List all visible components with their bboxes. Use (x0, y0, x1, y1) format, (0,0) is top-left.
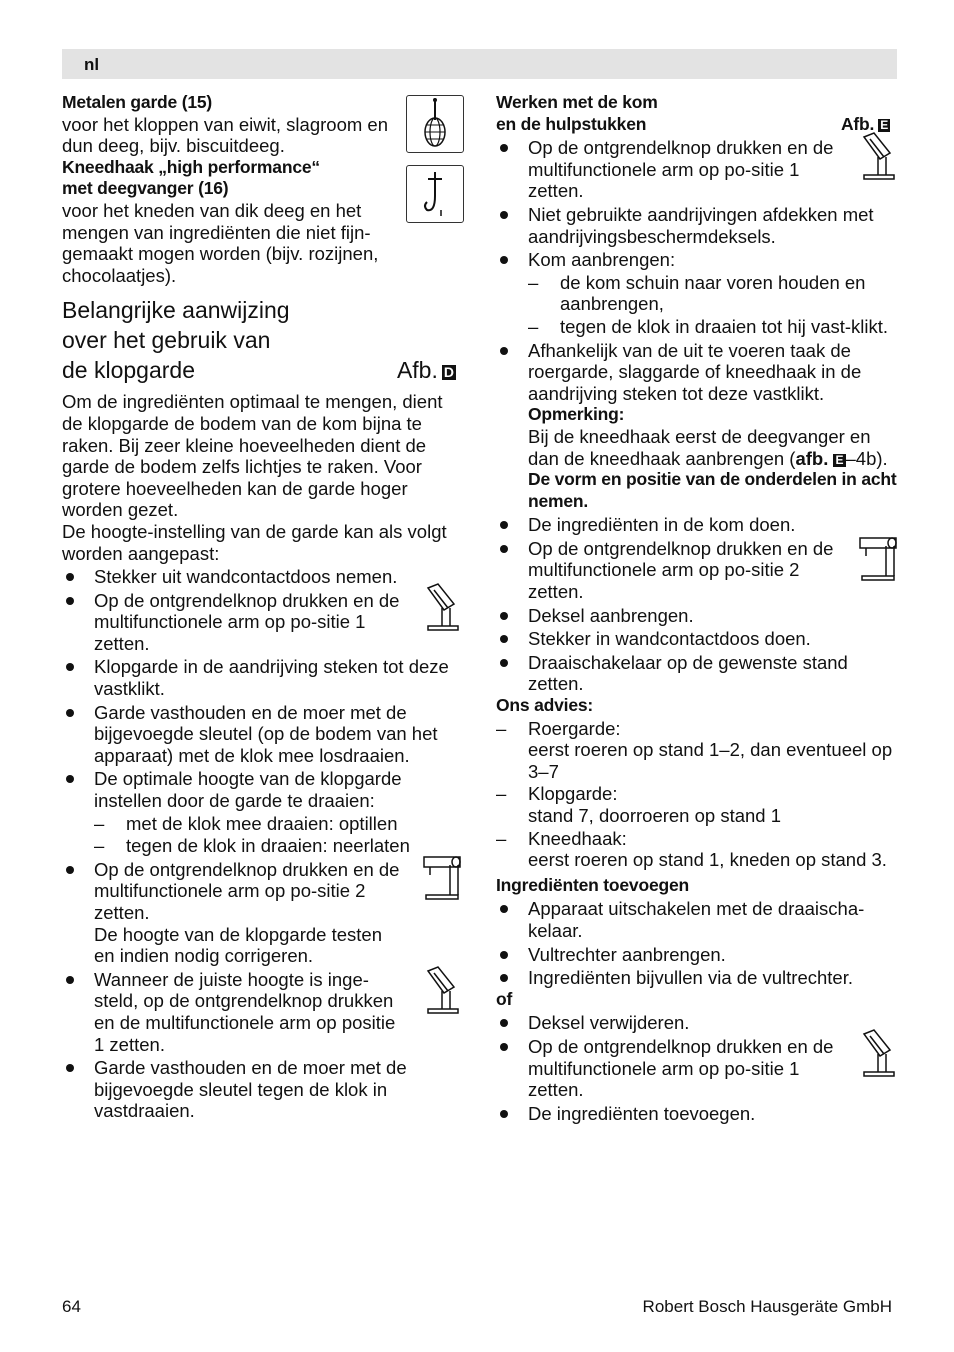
opmerking-bold: De vorm en positie van de onderdelen in acht nemen. (528, 469, 897, 511)
list-item (62, 768, 462, 856)
list-item-text: Draaischakelaar op de gewenste stand zetten. (528, 651, 848, 695)
sub-list-item: – met de klok mee draaien: optillen (94, 813, 462, 835)
opmerking-text-end: ). (876, 447, 888, 469)
heading-line-3: de klopgarde (62, 357, 195, 384)
toevoegen-list (496, 898, 900, 988)
opmerking-label: Opmerking: (528, 404, 625, 425)
garde-text: voor het kloppen van eiwit, slagroom en dun deeg, bijv. biscuitdeeg. (62, 113, 388, 157)
list-item (496, 514, 900, 536)
list-item (496, 538, 900, 603)
section-heading (62, 295, 462, 385)
opmerking-afb: afb. (795, 447, 829, 469)
list-item-text: Op de ontgrendelknop drukken en de multifunctionele arm op po-sitie 1 zetten. (528, 1035, 834, 1101)
list-item-text: Stekker uit wandcontactdoos nemen. (94, 566, 398, 588)
advies-name: – Klopgarde: (528, 783, 618, 805)
advies-name: – Kneedhaak: (528, 827, 627, 849)
of-label: of (496, 988, 513, 1009)
list-item-text: Op de ontgrendelknop drukken en de multifunctionele arm op po-sitie 2 zetten. (94, 858, 400, 923)
sub-list-item: – tegen de klok in draaien: neerlaten (94, 835, 462, 857)
figure-letter-d: D (443, 364, 454, 381)
list-item (496, 967, 900, 989)
figure-letter-e: E (835, 452, 844, 467)
height-test-text: De hoogte van de klopgarde testen en indien nodig corrigeren. (94, 923, 382, 967)
list-item (496, 249, 900, 337)
heading-line-1: Belangrijke aanwijzing (62, 297, 290, 324)
list-item (62, 859, 462, 967)
kneed-title-2: met deegvanger (16) (62, 178, 229, 199)
list-item-text: Op de ontgrendelknop drukken en de multifunctionele arm op po-sitie 1 zetten. (528, 137, 834, 202)
list-item (496, 652, 900, 695)
advies-text: stand 7, doorroeren op stand 1 (528, 805, 782, 826)
list-item (62, 702, 462, 767)
list-item-text: Klopgarde in de aandrijving steken tot deze vastklikt. (94, 656, 449, 700)
heading-figure-ref (397, 355, 456, 385)
advies-list (496, 718, 900, 871)
mixer-arm-up-icon (856, 131, 900, 183)
list-item (62, 656, 462, 699)
list-item (62, 566, 462, 588)
list-item (496, 605, 900, 627)
list-item (496, 1012, 900, 1034)
sub-list-item: – de kom schuin naar voren houden en aanbrengen, (528, 272, 900, 315)
list-item (496, 944, 900, 966)
deksel-list (496, 1012, 900, 1124)
header-bar (62, 49, 897, 79)
page-number: 64 (62, 1297, 81, 1316)
list-item-text: Deksel aanbrengen. (528, 604, 694, 626)
advies-item (496, 783, 900, 826)
figure-letter-e: E (880, 117, 888, 132)
advies-text: eerst roeren op stand 1, kneden op stand 3. (528, 849, 887, 871)
heading-line-2: over het gebruik van (62, 327, 271, 354)
list-item (496, 340, 900, 513)
list-item (496, 1103, 900, 1125)
right-title-2: en de hulpstukken (496, 113, 647, 134)
advies-text: eerst roeren op stand 1–2, dan eventueel op 3–7 (528, 739, 893, 782)
right-title-1: Werken met de kom (496, 92, 658, 112)
mixer-arm-up-icon (420, 582, 464, 634)
list-item (496, 1036, 900, 1101)
list-item-text: Niet gebruikte aandrijvingen afdekken met aandrijvingsbeschermdeksels. (528, 203, 874, 247)
list-item-text: De ingrediënten in de kom doen. (528, 514, 796, 536)
list-item-text: Op de ontgrendelknop drukken en de multifunctionele arm op po-sitie 1 zetten. (94, 589, 400, 654)
advies-item (496, 718, 900, 783)
language-label: nl (84, 55, 100, 74)
list-item-text: Garde vasthouden en de moer met de bijgevoegde sleutel tegen de klok in vastdraaien. (94, 1057, 407, 1122)
right-bullet-list-a (496, 137, 900, 695)
list-item (62, 969, 462, 1055)
intro-paragraph-2: De hoogte-instelling van de garde kan als volgt worden aangepast: (62, 520, 447, 564)
left-bullet-list (62, 566, 462, 1122)
opmerking-text-part: Bij de kneedhaak eerst de deegvanger en dan de kneedhaak aanbrengen ( (528, 425, 871, 469)
list-item (496, 204, 900, 247)
opmerking-ref: –4b (845, 447, 877, 469)
list-item-text: Garde vasthouden en de moer met de bijgevoegde sleutel (op de bodem van het apparaat) met de klok mee losdraaien. (94, 701, 438, 766)
list-item-text: Kom aanbrengen: (528, 249, 676, 271)
list-item-text: Deksel verwijderen. (528, 1012, 690, 1034)
afb-label: Afb. (396, 357, 438, 384)
kom-sub-list (528, 272, 900, 338)
list-item-text: De ingrediënten toevoegen. (528, 1102, 756, 1124)
company-name: Robert Bosch Hausgeräte GmbH (642, 1297, 892, 1316)
mixer-arm-down-icon (420, 851, 464, 903)
mixer-arm-down-icon (856, 532, 900, 584)
list-item-text: Wanneer de juiste hoogte is inge-steld, op de ontgrendelknop drukken en de multifunctionele arm op positie 1 zetten. (94, 968, 396, 1055)
afb-label: Afb. (840, 113, 875, 134)
list-item (62, 590, 462, 655)
toevoegen-label: Ingrediënten toevoegen (496, 874, 689, 895)
sub-list-item: – tegen de klok in draaien tot hij vast-klikt. (528, 316, 900, 338)
garde-title: Metalen garde (15) (62, 92, 213, 112)
kneed-title-1: Kneedhaak „high performance“ (62, 156, 320, 177)
list-item (496, 628, 900, 650)
list-item (496, 137, 900, 202)
mixer-arm-up-icon (420, 965, 464, 1017)
list-item-text: Vultrechter aanbrengen. (528, 943, 726, 965)
opmerking-text (528, 426, 900, 469)
mixer-arm-up-icon (856, 1028, 900, 1080)
list-item-text: Ingrediënten bijvullen via de vultrechter. (528, 967, 853, 989)
list-item (62, 1057, 462, 1122)
list-item-text: Stekker in wandcontactdoos doen. (528, 628, 811, 650)
left-column (62, 92, 462, 1122)
list-item-text: Apparaat uitschakelen met de draaischa-kelaar. (528, 898, 865, 941)
height-sub-list (94, 813, 462, 857)
list-item-text: De optimale hoogte van de klopgarde instellen door de garde te draaien: (94, 768, 402, 812)
list-item-text: Op de ontgrendelknop drukken en de multifunctionele arm op po-sitie 2 zetten. (528, 537, 834, 603)
kneed-text: voor het kneden van dik deeg en het mengen van ingrediënten die niet fijn-gemaakt mogen worden (bijv. rozijnen, chocolaatjes). (62, 199, 379, 286)
advies-item (496, 828, 900, 871)
list-item (496, 898, 900, 941)
advies-name: – Roergarde: (528, 717, 621, 739)
advies-label: Ons advies: (496, 695, 594, 716)
intro-paragraph-1: Om de ingrediënten optimaal te mengen, dient de klopgarde de bodem van de kom bijna te raken. Bij zeer kleine hoeveelheden dient de garde de bodem zelfs lichtjes te raken. Voor grotere hoeveelheden kan de garde hoger worden gezet. (62, 391, 443, 521)
right-column (496, 92, 900, 1124)
list-item-text: Afhankelijk van de uit te voeren taak de roergarde, slaggarde of kneedhaak in de aandrijving steken tot deze vastklikt. (528, 339, 862, 404)
